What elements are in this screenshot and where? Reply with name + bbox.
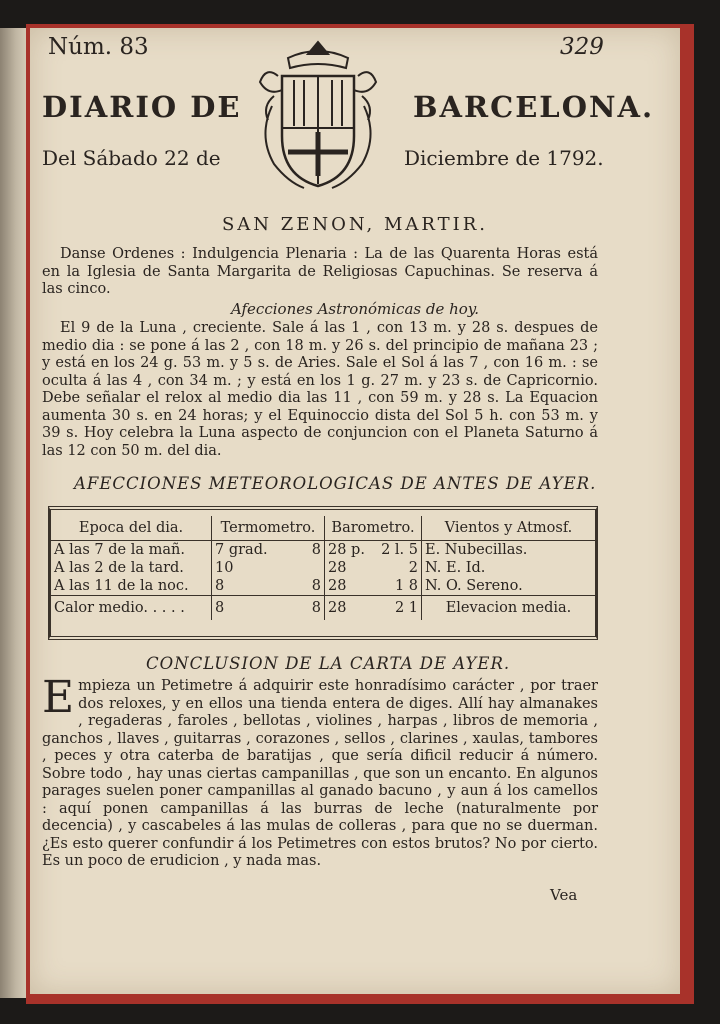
date-right: Diciembre de 1792.: [404, 146, 604, 170]
header-epoca: Epoca del dia.: [51, 516, 212, 541]
catchword: Vea: [550, 886, 578, 904]
date-left: Del Sábado 22 de: [42, 146, 221, 170]
header-vientos: Vientos y Atmosf.: [422, 516, 596, 541]
row-term-grados: 7 grad.: [215, 542, 268, 558]
avg-viento: Elevacion media.: [422, 596, 596, 621]
row-baro-lineas: 2 l. 5: [381, 542, 418, 558]
avg-term-grados: 8: [215, 600, 225, 616]
row-baro-pulgadas: 28 p.: [328, 542, 365, 558]
header-barometro: Barometro.: [325, 516, 422, 541]
row-baro-lineas: 1 8: [394, 578, 418, 594]
row-epoca: A las 11 de la noc.: [54, 578, 189, 594]
conclusion-heading: CONCLUSION DE LA CARTA DE AYER.: [146, 654, 511, 673]
issue-number: Núm. 83: [48, 34, 149, 60]
row-epoca: A las 2 de la tard.: [54, 560, 184, 576]
avg-epoca: Calor medio. . . . .: [51, 596, 212, 621]
astronomical-heading: Afecciones Astronómicas de hoy.: [230, 300, 480, 318]
saint-of-the-day: SAN ZENON, MARTIR.: [221, 214, 489, 235]
title-right: BARCELONA.: [413, 90, 655, 124]
row-viento: N. O. Sereno.: [422, 577, 596, 596]
row-term-grados: 8: [215, 578, 225, 594]
row-term-decimas: 8: [311, 578, 321, 594]
row-term-decimas: 8: [311, 542, 321, 558]
astronomical-paragraph: El 9 de la Luna , creciente. Sale á las 1 , con 13 m. y 28 s. despues de medio dia : se pone á las 2 , con 18 m. y 26 s. del principio de mañana 23 ; y está en los 24 g. 53 m. y 5 s. de Aries. Sale el Sol á las 7 , con 16 m. : se oculta á las 4 , con 34 m. ; y está en los 1 g. 27 m. y 23 s. de Capricornio. Debe señalar el relox al medio dia las 11 , con 59 m. y 28 s. La Equacion aumenta 30 s. en 24 horas; y el Equinoccio dista del Sol 5 h. con 53 m. y 39 s. Hoy celebra la Luna aspecto de conjuncion con el Planeta Saturno á las 12 con 50 m. del dia.: [42, 320, 598, 459]
adjacent-page-edge: [0, 28, 27, 998]
row-term-grados: 10: [215, 560, 234, 576]
table-row: [51, 577, 595, 596]
table-row: [51, 559, 595, 577]
newspaper-page: [30, 28, 680, 994]
meteorological-table: [48, 506, 598, 640]
orders-paragraph: Danse Ordenes : Indulgencia Plenaria : La de las Quarenta Horas está en la Iglesia de Santa Margarita de Religiosas Capuchinas. Se reserva á las cinco.: [42, 246, 598, 297]
row-viento: E. Nubecillas.: [422, 541, 596, 560]
page-number: 329: [560, 34, 604, 60]
table-row: [51, 541, 595, 560]
meteorological-heading: AFECCIONES METEOROLOGICAS DE ANTES DE AYER.: [74, 474, 597, 493]
title-left: DIARIO DE: [42, 90, 242, 124]
avg-baro-lineas: 2 1: [394, 600, 418, 616]
row-baro-lineas: 2: [408, 560, 418, 576]
avg-baro-pulgadas: 28: [328, 600, 347, 616]
row-epoca: A las 7 de la mañ.: [54, 542, 185, 558]
table-header-row: [51, 516, 595, 541]
row-baro-pulgadas: 28: [328, 560, 347, 576]
row-viento: N. E. Id.: [422, 559, 596, 577]
drop-cap-initial: E: [42, 672, 75, 723]
avg-term-decimas: 8: [311, 600, 321, 616]
header-termometro: Termometro.: [212, 516, 325, 541]
coat-of-arms-emblem: [248, 36, 388, 196]
table-average-row: [51, 596, 595, 621]
conclusion-paragraph: [42, 672, 598, 871]
row-baro-pulgadas: 28: [328, 578, 347, 594]
conclusion-body: mpieza un Petimetre á adquirir este honradísimo carácter , por traer dos reloxes, y en ellos una tienda entera de diges. Allí hay almanakes , regaderas , faroles , bellotas , violines , harpas , libros de memoria , ganchos , llaves , guitarras , corazones , sellos , clarines , xaulas, tambores , peces y otra caterba de baratijas , que sería dificil reducir á número. Sobre todo , hay unas ciertas campanillas , que son un encanto. En algunos parages suelen poner campanillas al ganado bacuno , y aun á los camellos : aquí ponen campanillas á las burras de leche (naturalmente por decencia) , y cascabeles á las mulas de colleras , para que no se duerman. ¿Es esto querer confundir á los Petimetres con estos brutos? No por cierto. Es un poco de erudicion , y nada mas.: [42, 678, 598, 869]
